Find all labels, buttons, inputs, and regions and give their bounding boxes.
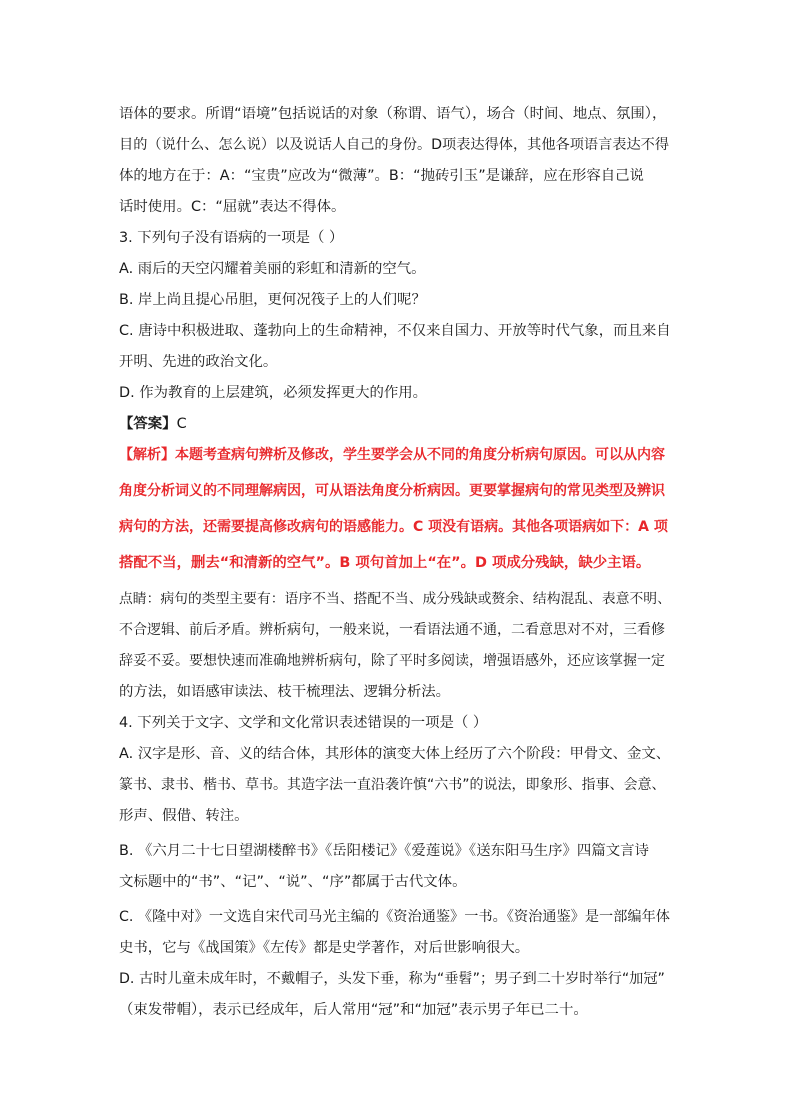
q3-option-a: A. 雨后的天空闪耀着美丽的彩虹和清新的空气。 — [119, 261, 426, 277]
q4-option-d-cont: （束发带帽），表示已经成年，后人常用“冠”和“加冠”表示男子年已二十。 — [119, 1002, 588, 1018]
q3-tip-line: 辞妥不妥。要想快速而准确地辨析病句，除了平时多阅读，增强语感外，还应该掌握一定 — [119, 653, 665, 669]
q3-option-b: B. 岸上尚且提心吊胆，更何况筏子上的人们呢？ — [119, 292, 426, 308]
q3-analysis-line: 搭配不当，删去“和清新的空气”。B 项句首加上“在”。D 项成分残缺，缺少主语。 — [119, 555, 651, 571]
text-line: 目的（说什么、怎么说）以及说话人自己的身份。D项表达得体，其他各项语言表达不得 — [119, 137, 670, 153]
q4-option-b-cont: 文标题中的“书”、“记”、“说”、“序”都属于古代文体。 — [119, 874, 467, 890]
q4-option-c: C. 《隆中对》一文选自宋代司马光主编的《资治通鉴》一书。《资治通鉴》是一部编年体 — [119, 909, 670, 925]
q3-answer — [119, 414, 187, 434]
question-3-stem: 3. 下列句子没有语病的一项是（ ） — [119, 230, 344, 246]
q3-option-d: D. 作为教育的上层建筑，必须发挥更大的作用。 — [119, 385, 428, 401]
text-line: 话时使用。C：“屈就”表达不得体。 — [119, 199, 346, 215]
q3-analysis-line: 病句的方法，还需要提高修改病句的语感能力。C 项没有语病。其他各项语病如下：A 项 — [119, 519, 668, 535]
text-line: 体的地方在于：A：“宝贵”应改为“微薄”。B：“抛砖引玉”是谦辞，应在形容自己说 — [119, 168, 644, 184]
q3-tip-line: 的方法，如语感审读法、枝干梳理法、逻辑分析法。 — [119, 684, 450, 700]
q3-analysis-line: 【解析】本题考查病句辨析及修改，学生要学会从不同的角度分析病句原因。可以从内容 — [119, 447, 665, 463]
q3-option-c-cont: 开明、先进的政治文化。 — [119, 354, 278, 370]
q4-option-a: A. 汉字是形、音、义的结合体，其形体的演变大体上经历了六个阶段：甲骨文、金文、 — [119, 746, 671, 762]
q4-option-b: B. 《六月二十七日望湖楼醉书》《岳阳楼记》《爱莲说》《送东阳马生序》四篇文言诗 — [119, 843, 649, 859]
answer-label: 【答案】 — [119, 416, 177, 432]
q3-tip-line: 点睛：病句的类型主要有：语序不当、搭配不当、成分残缺或赘余、结构混乱、表意不明、 — [119, 591, 671, 607]
q4-option-c-cont: 史书，它与《战国策》《左传》都是史学著作，对后世影响很大。 — [119, 940, 530, 956]
q3-analysis-line: 角度分析词义的不同理解病因，可从语法角度分析病因。更要掌握病句的常见类型及辨识 — [119, 483, 665, 499]
question-4-stem: 4. 下列关于文字、文学和文化常识表述错误的一项是（ ） — [119, 715, 488, 731]
q4-option-d: D. 古时儿童未成年时，不戴帽子，头发下垂，称为“垂髫”；男子到二十岁时举行“加冠” — [119, 971, 665, 987]
q4-option-a-cont: 形声、假借、转注。 — [119, 808, 249, 824]
q3-option-c: C. 唐诗中积极进取、蓬勃向上的生命精神，不仅来自国力、开放等时代气象，而且来自 — [119, 323, 671, 339]
text-line: 语体的要求。所谓“语境”包括说话的对象（称谓、语气），场合（时间、地点、氛围）， — [119, 106, 667, 122]
q4-option-a-cont: 篆书、隶书、楷书、草书。其造字法一直沿袭许慎“六书”的说法，即象形、指事、会意、 — [119, 777, 666, 793]
q3-tip-line: 不合逻辑、前后矛盾。辨析病句，一般来说，一看语法通不通，二看意思对不对，三看修 — [119, 622, 665, 638]
answer-value: C — [176, 416, 187, 432]
